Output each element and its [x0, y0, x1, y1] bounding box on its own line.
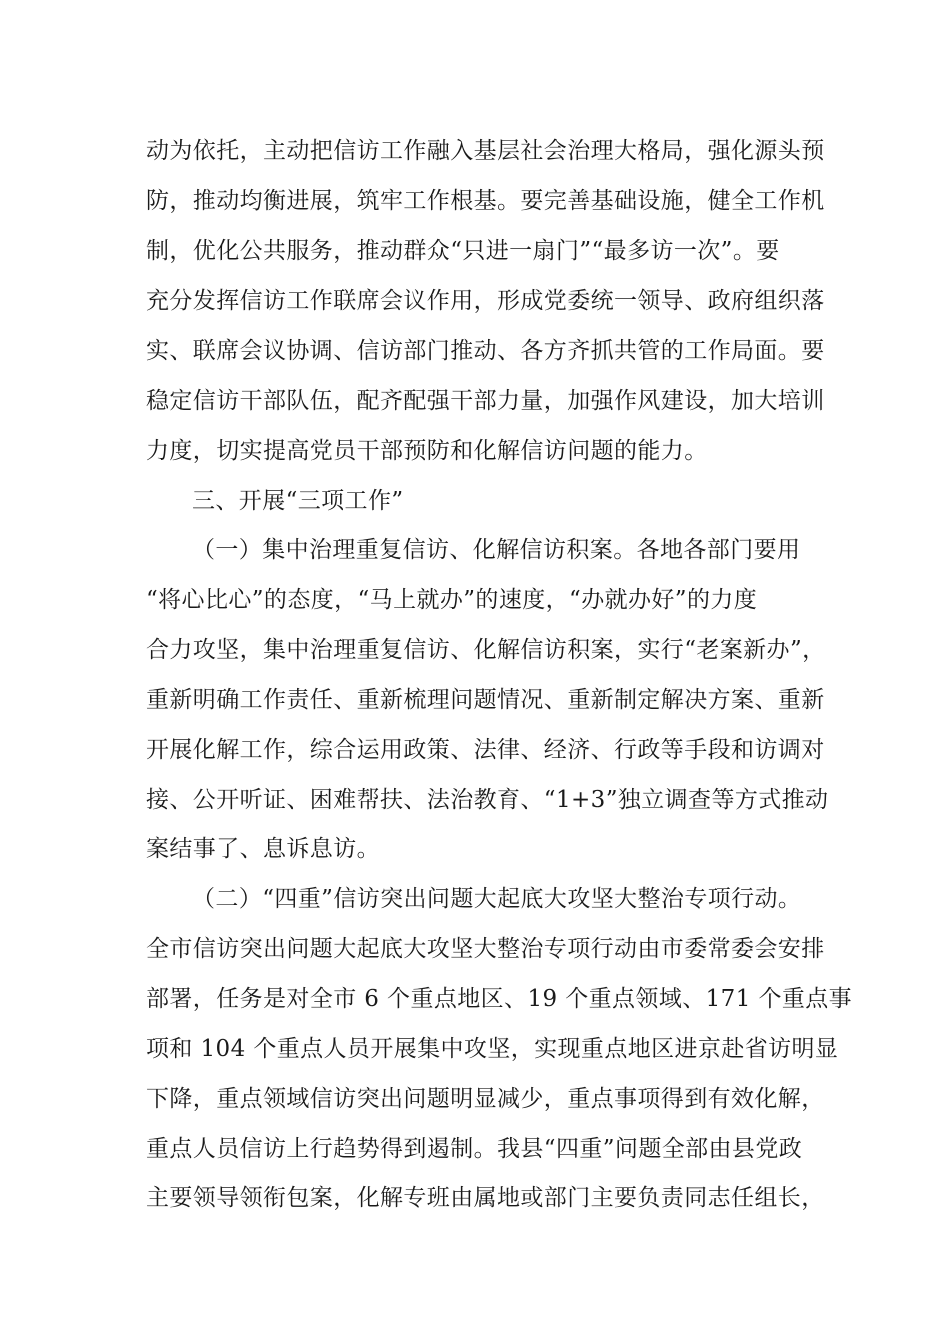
paragraph-line: 开展化解工作，综合运用政策、法律、经济、行政等手段和访调对: [146, 737, 825, 763]
paragraph-line: 部署，任务是对全市 6 个重点地区、19 个重点领域、171 个重点事: [146, 986, 853, 1012]
paragraph-line: 防，推动均衡进展，筑牢工作根基。要完善基础设施，健全工作机: [146, 188, 825, 214]
paragraph-line: 全市信访突出问题大起底大攻坚大整治专项行动由市委常委会安排: [146, 936, 825, 962]
paragraph-line: 力度，切实提高党员干部预防和化解信访问题的能力。: [146, 438, 708, 464]
section-heading: 三、开展“三项工作”: [192, 488, 404, 514]
paragraph-line: 稳定信访干部队伍，配齐配强干部力量，加强作风建设，加大培训: [146, 388, 825, 414]
paragraph-line: 主要领导领衔包案，化解专班由属地或部门主要负责同志任组长，: [146, 1185, 825, 1211]
paragraph-line: 重点人员信访上行趋势得到遏制。我县“四重”问题全部由县党政: [146, 1136, 803, 1162]
paragraph-line: 动为依托，主动把信访工作融入基层社会治理大格局，强化源头预: [146, 138, 825, 164]
subsection-heading: （一）集中治理重复信访、化解信访积案。各地各部门要用: [192, 537, 801, 563]
paragraph-line: “将心比心”的态度，“马上就办”的速度，“办就办好”的力度: [146, 587, 758, 613]
paragraph-line: 接、公开听证、困难帮扶、法治教育、“1+3”独立调查等方式推动: [146, 787, 829, 813]
paragraph-line: 充分发挥信访工作联席会议作用，形成党委统一领导、政府组织落: [146, 288, 825, 314]
paragraph-line: 项和 104 个重点人员开展集中攻坚，实现重点地区进京赴省访明显: [146, 1036, 839, 1062]
paragraph-line: 合力攻坚，集中治理重复信访、化解信访积案，实行“老案新办”，: [146, 637, 826, 663]
paragraph-line: 重新明确工作责任、重新梳理问题情况、重新制定解决方案、重新: [146, 687, 825, 713]
paragraph-line: 案结事了、息诉息访。: [146, 836, 380, 862]
subsection-heading: （二）“四重”信访突出问题大起底大攻坚大整治专项行动。: [192, 886, 802, 912]
paragraph-line: 下降，重点领域信访突出问题明显减少，重点事项得到有效化解，: [146, 1086, 825, 1112]
paragraph-line: 实、联席会议协调、信访部门推动、各方齐抓共管的工作局面。要: [146, 338, 825, 364]
paragraph-line: 制，优化公共服务，推动群众“只进一扇门”“最多访一次”。要: [146, 238, 780, 264]
